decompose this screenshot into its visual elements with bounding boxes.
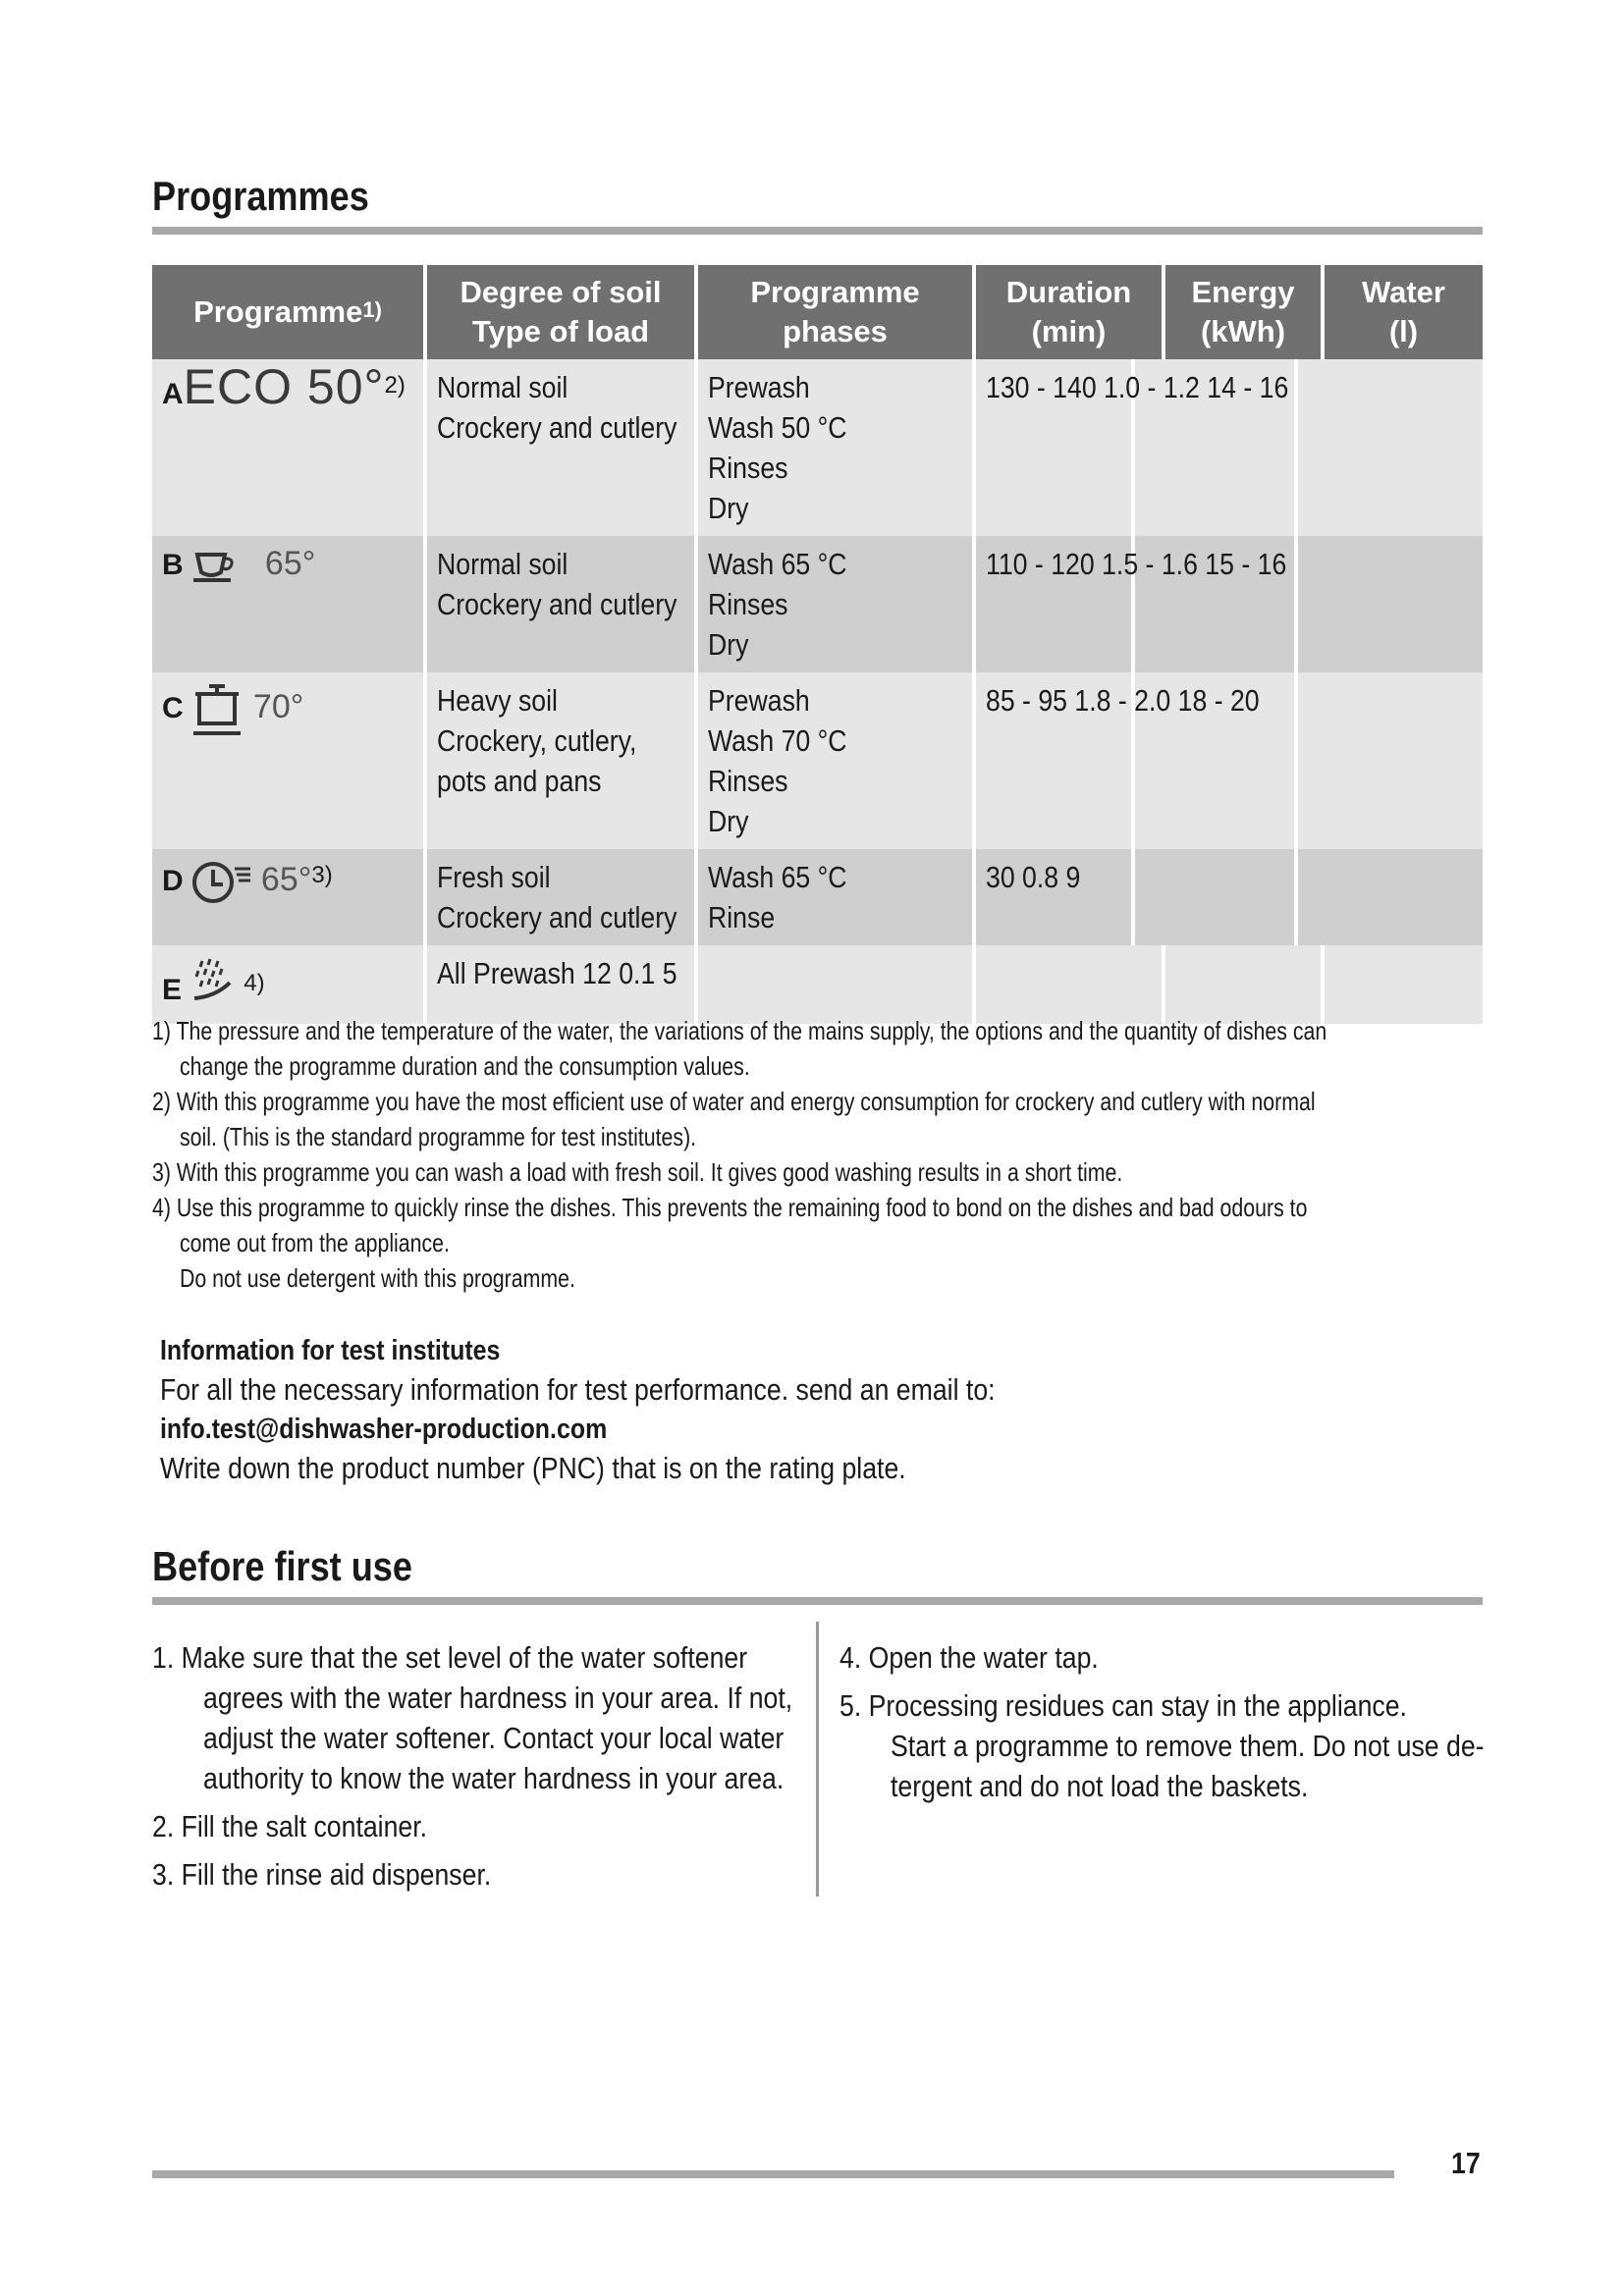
soil-cell: Normal soil Crockery and cutlery [425,359,696,536]
cup-icon [191,547,243,586]
header-duration: Duration (min) [974,265,1164,359]
water-cell [1323,945,1483,1024]
pot-icon [191,680,244,739]
rinse-spray-icon [190,953,236,1002]
section-rule-top [152,227,1483,235]
programme-cell: D 65°$^{3)}$ [152,849,425,945]
programme-cell: E $^{4)}$ [152,945,425,1024]
step-3: 3. Fill the rinse aid dispenser. [152,1857,492,1892]
header-water: Water (l) [1323,265,1483,359]
table-row [152,672,1483,849]
phases-cell [696,945,974,1024]
test-institutes-info [160,1331,1131,1488]
section-rule-before-first-use [152,1597,1483,1605]
soil-cell: Heavy soil Crockery, cutlery, pots and pans [425,672,696,849]
steps-left [152,1637,800,1902]
values-cell: 30 0.8 9 [974,849,1483,945]
programme-cell: AECO 50°$^{2)}$ [152,359,425,536]
table-header-row [152,265,1483,359]
info-email[interactable]: info.test@dishwasher-production.com [160,1414,608,1445]
programme-cell: C 70° [152,672,425,849]
phases-cell: Prewash Wash 50 °C Rinses Dry [696,359,974,536]
values-cell: 110 - 120 1.5 - 1.6 15 - 16 [974,536,1483,672]
step-2: 2. Fill the salt container. [152,1809,428,1843]
table-row [152,945,1483,1024]
programmes-table [152,265,1483,1024]
table-row [152,849,1483,945]
section-title-before-first-use: Before first use [152,1543,412,1589]
header-phases: Programme phases [696,265,974,359]
phases-cell: Prewash Wash 70 °C Rinses Dry [696,672,974,849]
phases-cell: Wash 65 °C Rinse [696,849,974,945]
table-row [152,359,1483,536]
column-divider [816,1622,819,1896]
soil-cell: All Prewash 12 0.1 5 [425,945,696,1024]
info-title: Information for test institutes [160,1335,501,1366]
duration-cell [974,945,1164,1024]
footnote-3: 3) With this programme you can wash a load with fresh soil. It gives good washing results in a short time. [152,1157,1123,1187]
header-programme: Programme$^{1)}$ [152,265,425,359]
footnote-4: 4) Use this programme to quickly rinse the dishes. This prevents the remaining food to bond on the dishes and bad odours to come out from the appliance. Do not use detergent with this programme. [152,1193,1308,1293]
values-cell: 85 - 95 1.8 - 2.0 18 - 20 [974,672,1483,849]
footer-rule [152,2170,1394,2178]
footnote-1: 1) The pressure and the temperature of the water, the variations of the mains supply, the options and the quantity of dishes can change the programme duration and the consumption values. [152,1016,1327,1081]
info-line2: Write down the product number (PNC) that is on the rating plate. [160,1451,906,1485]
table-row [152,536,1483,672]
eco-50-label: ECO 50° [183,359,385,414]
steps-right [839,1637,1488,1814]
info-line1: For all the necessary information for test performance. send an email to: [160,1372,996,1407]
step-1: 1. Make sure that the set level of the water softener agrees with the water hardness in your area. If not, adjust the water softener. Contact your local water authority to know the water hardness in your area. [152,1640,793,1795]
values-cell: 130 - 140 1.0 - 1.2 14 - 16 [974,359,1483,536]
footnote-2: 2) With this programme you have the most efficient use of water and energy consumption for crockery and cutlery with normal soil. (This is the standard programme for test institutes). [152,1087,1316,1151]
footnotes [152,1013,1478,1296]
quick-timer-icon [191,857,252,908]
soil-cell: Fresh soil Crockery and cutlery [425,849,696,945]
page-number: 17 [1451,2146,1481,2180]
energy-cell [1164,945,1323,1024]
section-title-programmes: Programmes [152,173,369,219]
header-soil: Degree of soil Type of load [425,265,696,359]
step-4: 4. Open the water tap. [839,1640,1099,1675]
header-energy: Energy (kWh) [1164,265,1323,359]
soil-cell: Normal soil Crockery and cutlery [425,536,696,672]
phases-cell: Wash 65 °C Rinses Dry [696,536,974,672]
step-5: 5. Processing residues can stay in the appliance. Start a programme to remove them. Do not use de- tergent and do not load the baskets. [839,1688,1485,1803]
programme-cell: B 65° [152,536,425,672]
